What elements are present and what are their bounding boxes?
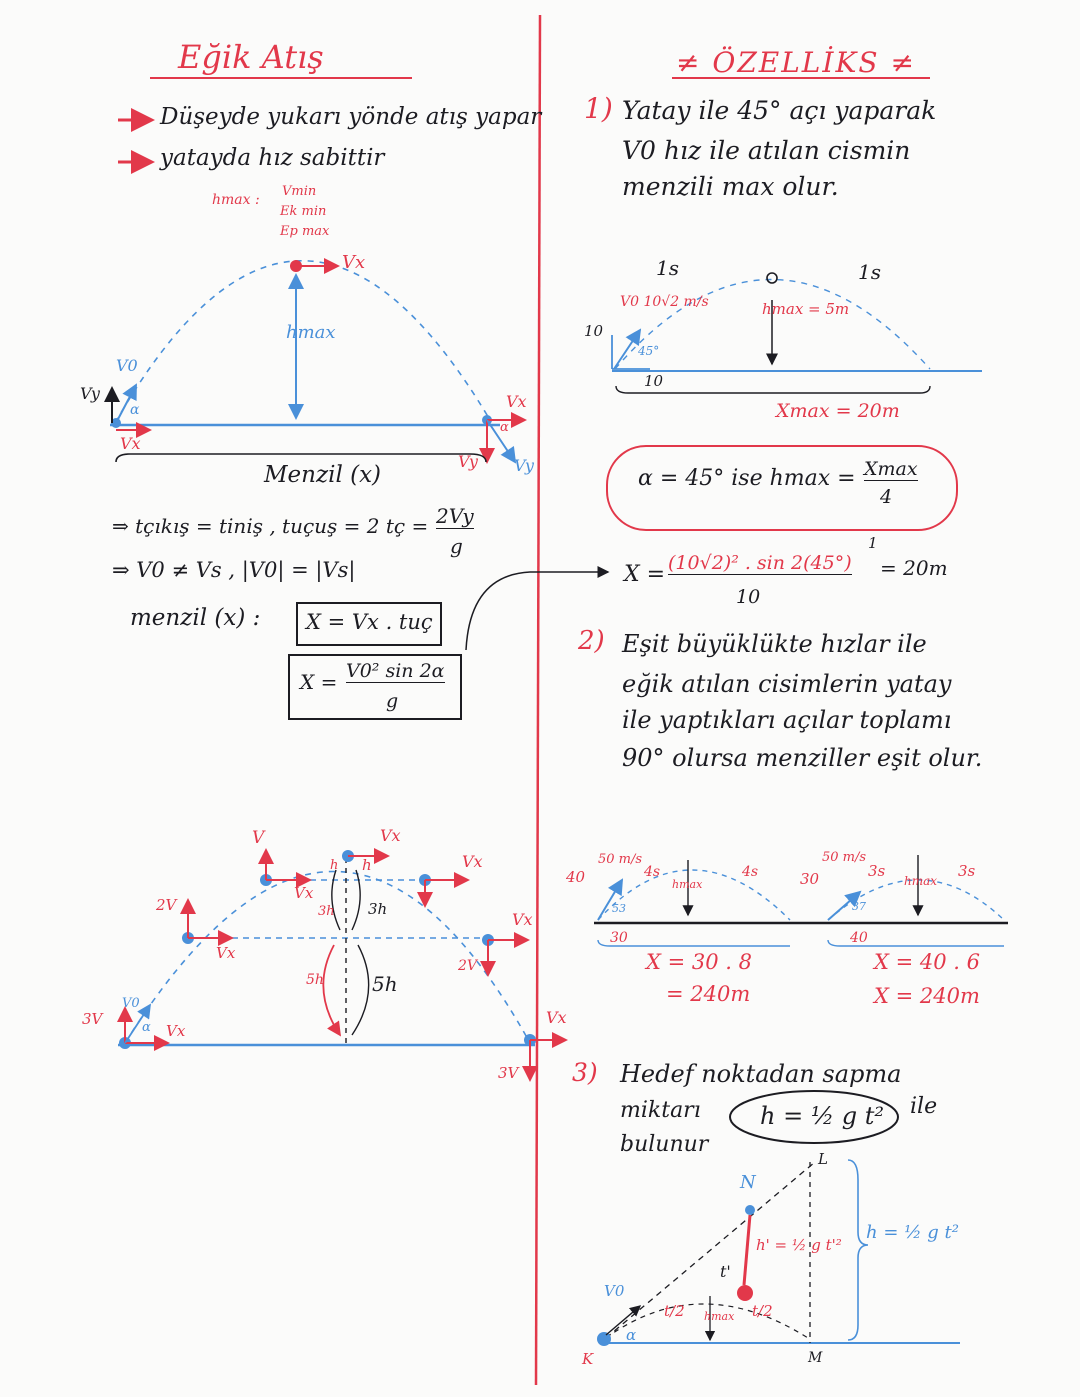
result-2b: X = 240m [874,984,980,1008]
calc-lhs: X = [624,562,666,587]
d4-v1: 50 m/s [598,852,643,867]
d5-K: K [582,1350,594,1368]
p3-num: 3) [572,1058,598,1087]
d4-t2b: 3s [958,862,976,880]
d2-v: V [252,828,265,848]
d2-vx7: Vx [546,1008,567,1027]
d2-h1: h [330,858,339,873]
d2-h2: h [362,856,372,874]
d1-alpha: α [130,402,140,418]
d1-vx-right: Vx [506,392,527,411]
d4-a1: 53 [612,902,626,915]
result-1b: = 240m [666,982,751,1006]
formula-3: X = Vx . tuç [306,610,433,634]
oval-lhs: α = 45° ise hmax = [638,466,856,491]
p3-ile: ile [910,1094,938,1119]
hmax-prop-2: Ek min [280,204,327,219]
symmetry-diagram [118,850,566,1080]
bullet-2: yatayda hız sabittir [160,145,385,171]
d5-t2: t/2 [664,1302,685,1320]
d2-2v: 2V [156,896,177,914]
d4-y2: 30 [800,870,820,888]
d2-vx6: Vx [166,1022,186,1040]
right-title: ≠ ÖZELLİKS ≠ [676,46,916,79]
p3-line-1: Hedef noktadan sapma [620,1060,902,1088]
d2-3v-right: 3V [498,1064,519,1082]
d3-hmax: hmax = 5m [762,300,850,318]
result-1a: X = 30 . 8 [646,950,753,974]
d3-t2: 1s [858,260,881,284]
d5-alpha: α [626,1326,637,1344]
p3-formula: h = ½ g t² [760,1102,884,1130]
d3-ten-y: 10 [584,322,604,340]
p1-line-2: V0 hız ile atılan cismin [622,136,911,165]
d1-hmax: hmax [286,322,336,343]
d2-h3: 3h [318,904,335,919]
d2-2v-right: 2V [458,958,478,974]
d5-t3: t/2 [752,1302,773,1320]
formula-2: ⇒ V0 ≠ Vs , |V0| = |Vs| [112,558,356,582]
calc-one: 1 [868,534,878,552]
formula-4-den: g [386,690,399,712]
p2-line-3: ile yaptıkları açılar toplamı [622,706,952,734]
d3-ten-x: 10 [644,372,664,390]
d4-hmax2: hmax [904,874,938,888]
result-2a: X = 40 . 6 [874,950,981,974]
projectile-diagram [110,260,525,462]
d2-v0: V0 [122,996,140,1011]
d2-vx2: Vx [462,852,483,871]
hmax-label: hmax : [212,192,260,208]
d1-alpha-right: α [500,420,509,435]
d2-h5: 5h [306,972,324,988]
calc-den: 10 [736,586,761,608]
d1-vx: Vx [120,434,141,453]
formula-1-num: 2Vy [436,504,474,528]
formula-3-label: menzil (x) : [130,605,261,631]
d5-t1: t' [720,1262,731,1281]
d5-L: L [818,1150,828,1168]
d2-3v: 3V [82,1010,103,1028]
d4-hmax1: hmax [672,878,703,891]
d2-vx4: Vx [216,944,236,962]
range-brace [116,454,486,462]
d2-h6: 5h [372,972,398,996]
d3-angle: 45° [638,344,660,358]
p1-line-3: menzili max olur. [622,172,839,201]
calc-num: (10√2)² . sin 2(45°) [668,552,852,574]
p1-num: 1) [584,92,613,125]
p2-num: 2) [578,626,605,656]
formula-4-num: V0² sin 2α [346,660,445,682]
d5-N: N [740,1172,756,1193]
d1-menzil: Menzil (x) [264,462,382,488]
d5-hmax: hmax [704,1310,735,1323]
left-title: Eğik Atış [178,38,324,76]
formula-1: ⇒ tçıkış = tiniş , tuçuş = 2 tç = [112,514,429,538]
p2-line-2: eğik atılan cisimlerin yatay [622,670,952,698]
d3-t1: 1s [656,256,679,280]
d5-h1: h' = ½ g t'² [756,1236,842,1254]
d3-v0: V0 10√2 m/s [620,294,709,310]
hmax-prop-1: Vmin [282,184,317,199]
d4-y1: 40 [566,868,586,886]
p2-line-4: 90° olursa menziller eşit olur. [622,744,983,772]
oval-num: Xmax [864,458,918,480]
d5-v0: V0 [604,1282,625,1300]
d4-a2: 37 [852,900,866,913]
d2-vx3: Vx [294,884,314,902]
d1-vy-right2: Vy [514,456,534,475]
calc-rhs: = 20m [880,556,948,580]
d4-t1b: 4s [742,864,759,880]
formula-1-den: g [450,534,463,558]
formula-4-lhs: X = [300,670,338,694]
d2-h4: 3h [368,900,388,918]
d2-alpha: α [142,1020,151,1035]
d3-xmax: Xmax = 20m [776,400,900,422]
d4-x1: 30 [610,930,628,946]
p1-line-1: Yatay ile 45° açı yaparak [622,96,937,125]
d1-vy-right1: Vy [458,452,478,471]
d4-t2: 3s [868,862,886,880]
page-divider [536,15,540,1385]
d4-t1: 4s [644,864,661,880]
d1-v0: V0 [116,356,138,375]
diagram-45 [612,273,982,393]
d5-h2: h = ½ g t² [866,1222,959,1243]
hmax-prop-3: Ep max [280,224,330,239]
bullet-1: Düşeyde yukarı yönde atış yapar [160,104,542,130]
d5-M: M [808,1350,823,1366]
d4-v2: 50 m/s [822,850,867,865]
oval-den: 4 [880,486,893,508]
d2-vx1: Vx [380,826,401,845]
d2-vx5: Vx [512,910,533,929]
p3-line-3: bulunur [620,1132,709,1157]
p3-line-2: miktarı [620,1098,701,1123]
d1-vy: Vy [80,384,100,403]
p2-line-1: Eşit büyüklükte hızlar ile [622,630,927,658]
d1-vx-top: Vx [342,252,366,273]
d4-x2: 40 [850,930,868,946]
